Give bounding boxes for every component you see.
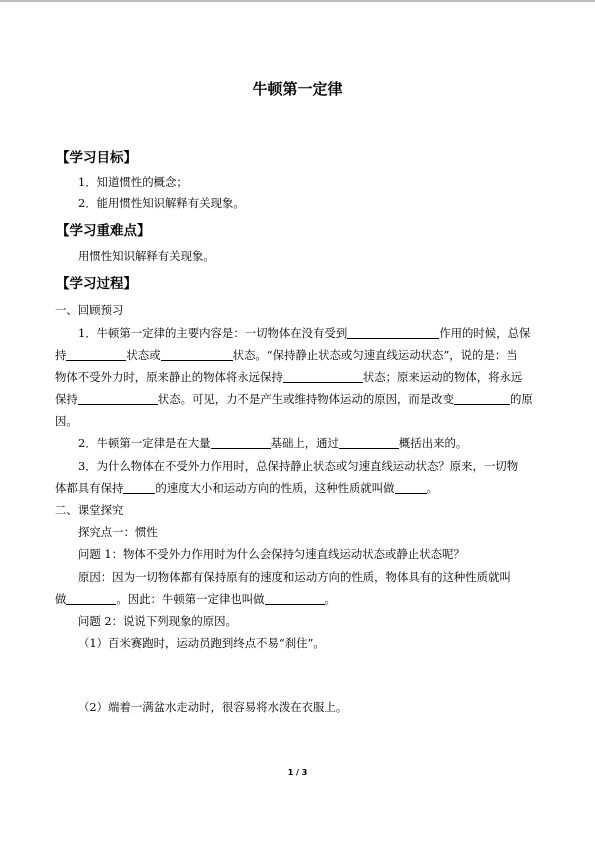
case-1: （1）百米赛跑时，运动员跑到终点不易“刹住”。 xyxy=(78,636,325,650)
explore-point: 探究点一：惯性 xyxy=(78,525,158,539)
q1-line-5: 因。 xyxy=(55,414,78,428)
fill-blank[interactable] xyxy=(78,392,158,405)
class-heading: 二、课堂探究 xyxy=(55,503,124,517)
fill-blank[interactable] xyxy=(66,592,116,605)
question-2: 问题 2：说说下列现象的原因。 xyxy=(78,614,237,628)
fill-blank[interactable] xyxy=(211,436,271,449)
fill-blank[interactable] xyxy=(339,436,399,449)
q1-line-3: 物体不受外力时，原来静止的物体将永远保持 状态；原来运动的物体，将永远 xyxy=(55,370,523,384)
fill-blank[interactable] xyxy=(161,348,233,361)
q2-line: 2．牛顿第一定律是在大量 基础上，通过 概括出来的。 xyxy=(78,436,468,450)
fill-blank[interactable] xyxy=(283,370,363,383)
q1-line-2: 持 状态或 状态。“保持静止状态或匀速直线运动状态”，说的是：当 xyxy=(55,348,518,362)
fill-blank[interactable] xyxy=(454,392,510,405)
page-title: 牛顿第一定律 xyxy=(252,80,343,98)
goals-heading: 【学习目标】 xyxy=(56,150,137,166)
fill-blank[interactable] xyxy=(265,592,325,605)
reason-line-1: 原因：因为一切物体都有保持原有的速度和运动方向的性质，物体具有的这种性质就叫 xyxy=(78,570,511,584)
goal-item: 2．能用惯性知识解释有关现象。 xyxy=(78,196,245,210)
reason-line-2: 做 。因此：牛顿第一定律也叫做 。 xyxy=(55,592,336,606)
fill-blank[interactable] xyxy=(123,481,155,494)
q3-line-1: 3．为什么物体在不受外力作用时，总保持静止状态或匀速直线运动状态？原来，一切物 xyxy=(78,459,519,473)
fill-blank[interactable] xyxy=(66,348,126,361)
page-number: 1 / 3 xyxy=(287,768,308,777)
fill-blank[interactable] xyxy=(395,481,427,494)
process-heading: 【学习过程】 xyxy=(56,276,137,292)
q3-line-2: 体都具有保持 的速度大小和运动方向的性质，这种性质就叫做 。 xyxy=(55,481,438,495)
fill-blank[interactable] xyxy=(347,326,439,339)
question-1: 问题 1：物体不受外力作用时为什么会保持匀速直线运动状态或静止状态呢？ xyxy=(78,547,465,561)
key-points-text: 用惯性知识解释有关现象。 xyxy=(78,249,215,263)
header-rule xyxy=(0,0,595,2)
q1-line-4: 保持 状态。可见，力不是产生或维持物体运动的原因，而是改变 的原 xyxy=(55,392,533,406)
key-points-heading: 【学习重难点】 xyxy=(56,223,151,239)
q1-line-1: 1．牛顿第一定律的主要内容是：一切物体在没有受到 作用的时候，总保 xyxy=(78,326,531,340)
case-2: （2）端着一满盆水走动时，很容易将水泼在衣服上。 xyxy=(78,700,348,714)
goal-item: 1．知道惯性的概念； xyxy=(78,175,188,189)
review-heading: 一、回顾预习 xyxy=(55,303,124,317)
